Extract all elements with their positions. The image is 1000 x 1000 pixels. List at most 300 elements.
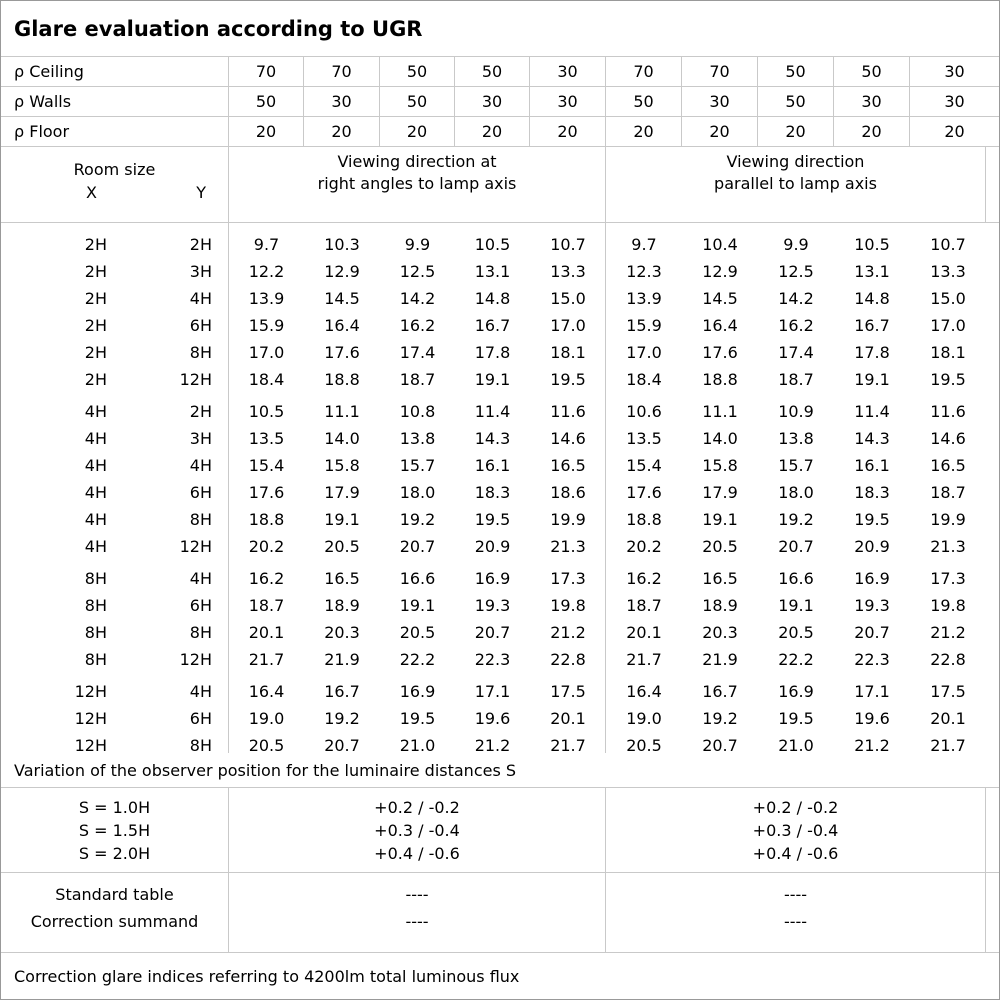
ugr-value: 19.3: [854, 596, 890, 615]
ugr-value: 15.4: [248, 456, 285, 475]
ugr-value: 17.9: [702, 483, 738, 502]
ugr-value: 22.3: [474, 650, 511, 669]
ugr-value: 13.3: [550, 262, 586, 281]
summary-values-right-angles: [229, 873, 606, 952]
row-spacer: [214, 231, 229, 258]
ugr-value: 19.5: [550, 370, 586, 389]
ugr-value: 22.2: [399, 650, 436, 669]
ugr-value: 14.6: [550, 429, 586, 448]
ugr-value: 20.9: [854, 537, 890, 556]
ugr-value: 14.8: [854, 289, 890, 308]
ugr-value: 17.6: [702, 343, 738, 362]
ugr-value: 14.2: [399, 289, 436, 308]
ugr-value: 13.1: [474, 262, 511, 281]
ugr-table-row: [1, 565, 999, 592]
ugr-value: 17.1: [854, 682, 890, 701]
ugr-value: 21.2: [474, 736, 511, 755]
room-size-y: 8H: [189, 343, 212, 362]
ugr-value: 13.5: [626, 429, 662, 448]
ugr-value: 12.5: [399, 262, 436, 281]
reflectance-value: 70: [682, 57, 758, 86]
room-size-y: 6H: [189, 709, 212, 728]
ugr-value: 20.1: [626, 623, 662, 642]
row-spacer: [986, 732, 999, 759]
ugr-value: 20.7: [854, 623, 890, 642]
column-divider: [605, 223, 606, 753]
ugr-table-row: [1, 479, 999, 506]
ugr-value: 21.0: [778, 736, 814, 755]
header-line: Viewing direction at: [337, 152, 497, 171]
reflectance-value: 50: [380, 87, 455, 116]
s-variation-value: +0.4 / -0.6: [374, 843, 460, 863]
row-spacer: [214, 398, 229, 425]
reflectance-value: 20: [758, 117, 834, 146]
room-size-x: 2H: [84, 262, 107, 281]
summary-value: ----: [783, 912, 808, 931]
summary-spacer: [986, 873, 999, 952]
header-line: Viewing direction: [726, 152, 865, 171]
viewing-direction-parallel-header: [606, 147, 986, 222]
room-size-x: 8H: [84, 623, 107, 642]
ugr-value: 10.8: [399, 402, 436, 421]
room-size-y: 3H: [189, 262, 212, 281]
ugr-value: 20.2: [626, 537, 662, 556]
ugr-table-row: [1, 366, 999, 393]
row-spacer: [214, 619, 229, 646]
room-size-y: 3H: [189, 429, 212, 448]
ugr-value: 16.6: [399, 569, 436, 588]
ugr-value: 18.7: [930, 483, 966, 502]
ugr-value: 22.2: [778, 650, 814, 669]
ugr-value: 21.9: [702, 650, 738, 669]
row-spacer: [986, 285, 999, 312]
observer-variation-table: [1, 788, 999, 873]
table-header-row: [1, 147, 999, 223]
ugr-table-row: [1, 533, 999, 560]
row-spacer: [214, 565, 229, 592]
reflectance-value: 70: [304, 57, 380, 86]
ugr-value: 12.9: [324, 262, 360, 281]
title-row: [1, 1, 999, 57]
ugr-value: 19.1: [474, 370, 511, 389]
ugr-value: 13.9: [626, 289, 662, 308]
ugr-value: 18.1: [930, 343, 966, 362]
ugr-value: 17.3: [930, 569, 966, 588]
reflectance-row-label: ρ Walls: [1, 87, 229, 116]
ugr-value: 16.7: [324, 682, 360, 701]
s-variation-value: +0.3 / -0.4: [374, 820, 460, 840]
ugr-value: 14.0: [702, 429, 738, 448]
reflectance-value: 50: [606, 87, 682, 116]
reflectance-value: 30: [834, 87, 910, 116]
ugr-value: 20.5: [778, 623, 814, 642]
reflectance-row: [1, 57, 999, 87]
room-size-x: 4H: [84, 402, 107, 421]
room-size-y: 12H: [179, 650, 212, 669]
s-variation-values-right-angles: [229, 788, 606, 872]
ugr-value: 21.9: [324, 650, 360, 669]
row-spacer: [214, 366, 229, 393]
ugr-value: 16.7: [474, 316, 511, 335]
reflectance-value: 20: [606, 117, 682, 146]
row-spacer: [214, 479, 229, 506]
ugr-value: 18.8: [248, 510, 285, 529]
ugr-value: 18.4: [626, 370, 662, 389]
ugr-value: 20.9: [474, 537, 511, 556]
ugr-row-block: [1, 231, 999, 393]
ugr-value: 16.2: [399, 316, 436, 335]
ugr-value: 18.4: [248, 370, 285, 389]
row-spacer: [214, 533, 229, 560]
ugr-value: 10.5: [854, 235, 890, 254]
ugr-value: 18.1: [550, 343, 586, 362]
room-size-label: Room size: [73, 160, 156, 179]
ugr-value: 18.6: [550, 483, 586, 502]
ugr-value: 10.5: [248, 402, 285, 421]
ugr-value: 11.6: [930, 402, 966, 421]
row-spacer: [986, 479, 999, 506]
correction-summand-label: Correction summand: [30, 912, 199, 931]
ugr-value: 17.0: [930, 316, 966, 335]
ugr-value: 20.1: [550, 709, 586, 728]
ugr-data-area: [1, 223, 999, 753]
ugr-value: 18.8: [626, 510, 662, 529]
ugr-value: 21.0: [399, 736, 436, 755]
room-size-x: 2H: [84, 370, 107, 389]
reflectance-section: [1, 57, 999, 147]
ugr-value: 17.4: [399, 343, 436, 362]
ugr-table-row: [1, 398, 999, 425]
footer-note-row: [1, 953, 999, 999]
ugr-table-row: [1, 231, 999, 258]
ugr-value: 12.9: [702, 262, 738, 281]
room-size-x: 2H: [84, 316, 107, 335]
ugr-value: 16.9: [474, 569, 511, 588]
ugr-value: 19.5: [399, 709, 436, 728]
room-size-y: 4H: [189, 456, 212, 475]
variation-note: Variation of the observer position for the luminaire distances S: [14, 760, 517, 780]
row-spacer: [986, 506, 999, 533]
ugr-table-row: [1, 678, 999, 705]
row-spacer: [986, 592, 999, 619]
footer-note: Correction glare indices referring to 4200lm total luminous flux: [14, 966, 520, 986]
room-size-y: 6H: [189, 483, 212, 502]
ugr-value: 20.5: [626, 736, 662, 755]
row-spacer: [986, 339, 999, 366]
ugr-value: 19.3: [474, 596, 511, 615]
ugr-value: 16.5: [550, 456, 586, 475]
ugr-value: 18.7: [778, 370, 814, 389]
reflectance-value: 20: [229, 117, 304, 146]
room-size-x: 12H: [74, 682, 107, 701]
ugr-value: 20.1: [248, 623, 285, 642]
y-column-header: Y: [196, 183, 206, 202]
reflectance-value: 20: [304, 117, 380, 146]
ugr-value: 10.4: [702, 235, 738, 254]
ugr-value: 19.1: [324, 510, 360, 529]
room-size-y: 4H: [189, 682, 212, 701]
ugr-value: 16.5: [324, 569, 360, 588]
ugr-value: 19.0: [626, 709, 662, 728]
ugr-value: 17.0: [550, 316, 586, 335]
ugr-value: 16.9: [854, 569, 890, 588]
row-spacer: [986, 452, 999, 479]
ugr-table-row: [1, 592, 999, 619]
ugr-value: 15.9: [248, 316, 285, 335]
ugr-value: 17.5: [550, 682, 586, 701]
room-size-x: 8H: [84, 596, 107, 615]
row-spacer: [214, 506, 229, 533]
row-spacer: [214, 312, 229, 339]
header-spacer: [986, 147, 999, 222]
ugr-value: 11.4: [474, 402, 511, 421]
room-size-x: 4H: [84, 510, 107, 529]
ugr-value: 21.7: [248, 650, 285, 669]
header-line: parallel to lamp axis: [714, 174, 877, 193]
ugr-value: 18.3: [854, 483, 890, 502]
ugr-table-row: [1, 705, 999, 732]
ugr-value: 9.7: [631, 235, 657, 254]
reflectance-value: 30: [455, 87, 530, 116]
ugr-value: 9.9: [404, 235, 431, 254]
ugr-table-row: [1, 312, 999, 339]
ugr-table-row: [1, 452, 999, 479]
reflectance-value: 50: [758, 87, 834, 116]
reflectance-value: 30: [530, 87, 606, 116]
room-size-x: 8H: [84, 569, 107, 588]
ugr-value: 21.7: [626, 650, 662, 669]
ugr-table-row: [1, 339, 999, 366]
row-spacer: [986, 565, 999, 592]
ugr-row-block: [1, 565, 999, 673]
page-title: Glare evaluation according to UGR: [14, 16, 423, 41]
row-spacer: [986, 533, 999, 560]
ugr-value: 15.7: [399, 456, 436, 475]
column-divider: [228, 223, 229, 753]
ugr-table-row: [1, 258, 999, 285]
ugr-value: 18.7: [399, 370, 436, 389]
reflectance-row: [1, 87, 999, 117]
ugr-value: 20.3: [324, 623, 360, 642]
ugr-value: 11.4: [854, 402, 890, 421]
ugr-value: 9.7: [253, 235, 280, 254]
row-spacer: [214, 425, 229, 452]
row-spacer: [214, 646, 229, 673]
reflectance-value: 50: [834, 57, 910, 86]
summary-value: ----: [405, 885, 429, 904]
row-spacer: [214, 285, 229, 312]
reflectance-value: 50: [229, 87, 304, 116]
ugr-value: 12.5: [778, 262, 814, 281]
row-spacer: [986, 425, 999, 452]
ugr-value: 13.5: [248, 429, 285, 448]
reflectance-row: [1, 117, 999, 147]
ugr-value: 21.3: [930, 537, 966, 556]
summary-values-parallel: [606, 873, 986, 952]
ugr-value: 16.6: [778, 569, 814, 588]
ugr-value: 17.0: [248, 343, 285, 362]
ugr-value: 16.7: [854, 316, 890, 335]
ugr-value: 16.4: [702, 316, 738, 335]
ugr-value: 9.9: [783, 235, 809, 254]
reflectance-value: 70: [229, 57, 304, 86]
ugr-value: 12.3: [626, 262, 662, 281]
standard-table-label: Standard table: [55, 885, 174, 904]
ugr-value: 11.6: [550, 402, 586, 421]
reflectance-value: 30: [682, 87, 758, 116]
ugr-value: 17.8: [854, 343, 890, 362]
ugr-value: 19.5: [854, 510, 890, 529]
ugr-value: 19.2: [702, 709, 738, 728]
ugr-value: 19.6: [854, 709, 890, 728]
summary-value: ----: [405, 912, 429, 931]
s-variation-value: +0.2 / -0.2: [374, 797, 460, 817]
ugr-value: 17.0: [626, 343, 662, 362]
ugr-value: 18.9: [324, 596, 360, 615]
ugr-value: 21.2: [854, 736, 890, 755]
ugr-value: 14.8: [474, 289, 511, 308]
ugr-value: 10.3: [324, 235, 360, 254]
row-spacer: [214, 258, 229, 285]
reflectance-value: 30: [944, 62, 965, 81]
ugr-value: 20.5: [399, 623, 436, 642]
ugr-value: 16.1: [474, 456, 511, 475]
room-size-x: 4H: [84, 429, 107, 448]
xy-header-row: [1, 181, 228, 204]
reflectance-value: 20: [682, 117, 758, 146]
ugr-value: 19.2: [324, 709, 360, 728]
ugr-value: 16.7: [702, 682, 738, 701]
x-column-header: X: [86, 183, 97, 202]
ugr-value: 17.1: [474, 682, 511, 701]
ugr-value: 21.7: [930, 736, 966, 755]
ugr-value: 21.2: [930, 623, 966, 642]
ugr-value: 19.8: [930, 596, 966, 615]
reflectance-value: 20: [944, 122, 965, 141]
room-size-y: 8H: [189, 736, 212, 755]
ugr-value: 20.7: [399, 537, 436, 556]
ugr-value: 16.9: [399, 682, 436, 701]
ugr-value: 15.7: [778, 456, 814, 475]
ugr-table-row: [1, 285, 999, 312]
room-size-y: 6H: [189, 316, 212, 335]
ugr-value: 18.8: [324, 370, 360, 389]
ugr-table-row: [1, 732, 999, 759]
ugr-value: 10.7: [550, 235, 586, 254]
ugr-value: 15.4: [626, 456, 662, 475]
s-variation-value: +0.2 / -0.2: [752, 797, 839, 817]
ugr-value: 17.3: [550, 569, 586, 588]
room-size-y: 8H: [189, 510, 212, 529]
ugr-value: 19.1: [399, 596, 436, 615]
ugr-value: 19.0: [248, 709, 285, 728]
viewing-direction-right-angles-header: [229, 147, 606, 222]
header-line: right angles to lamp axis: [317, 174, 517, 193]
ugr-value: 15.8: [324, 456, 360, 475]
row-spacer: [214, 339, 229, 366]
ugr-value: 19.5: [778, 709, 814, 728]
room-size-header-cell: [1, 147, 229, 222]
room-size-x: 12H: [74, 736, 107, 755]
ugr-value: 20.2: [248, 537, 285, 556]
reflectance-value: 50: [455, 57, 530, 86]
ugr-value: 20.3: [702, 623, 738, 642]
ugr-value: 22.8: [550, 650, 586, 669]
s-variation-values-parallel: [606, 788, 986, 872]
ugr-value: 14.0: [324, 429, 360, 448]
s-distance-labels: [1, 788, 229, 872]
ugr-value: 16.4: [626, 682, 662, 701]
ugr-value: 16.5: [930, 456, 966, 475]
ugr-value: 15.9: [626, 316, 662, 335]
ugr-value: 19.5: [930, 370, 966, 389]
ugr-value: 21.7: [550, 736, 586, 755]
ugr-value: 19.9: [930, 510, 966, 529]
room-size-x: 12H: [74, 709, 107, 728]
ugr-table-row: [1, 619, 999, 646]
ugr-value: 10.7: [930, 235, 966, 254]
ugr-value: 19.1: [854, 370, 890, 389]
ugr-value: 17.6: [248, 483, 285, 502]
ugr-value: 13.9: [248, 289, 285, 308]
ugr-value: 17.4: [778, 343, 814, 362]
row-spacer: [986, 705, 999, 732]
reflectance-value: 20: [455, 117, 530, 146]
ugr-value: 16.2: [248, 569, 285, 588]
ugr-value: 10.6: [626, 402, 662, 421]
summary-value: ----: [783, 885, 808, 904]
ugr-value: 19.8: [550, 596, 586, 615]
ugr-table-row: [1, 646, 999, 673]
summary-labels: [1, 873, 229, 952]
reflectance-value: 50: [380, 57, 455, 86]
ugr-value: 17.5: [930, 682, 966, 701]
ugr-value: 18.7: [626, 596, 662, 615]
ugr-value: 15.8: [702, 456, 738, 475]
ugr-value: 15.0: [550, 289, 586, 308]
ugr-value: 20.1: [930, 709, 966, 728]
ugr-value: 13.3: [930, 262, 966, 281]
ugr-value: 18.8: [702, 370, 738, 389]
ugr-value: 17.9: [324, 483, 360, 502]
reflectance-value: 20: [380, 117, 455, 146]
ugr-value: 19.1: [778, 596, 814, 615]
row-spacer: [214, 452, 229, 479]
ugr-value: 18.9: [702, 596, 738, 615]
row-spacer: [986, 398, 999, 425]
ugr-value: 20.5: [248, 736, 285, 755]
room-size-y: 4H: [189, 289, 212, 308]
ugr-value: 13.1: [854, 262, 890, 281]
ugr-value: 20.7: [702, 736, 738, 755]
s-variation-value: +0.4 / -0.6: [752, 843, 839, 863]
row-spacer: [986, 231, 999, 258]
ugr-value: 13.8: [778, 429, 814, 448]
room-size-y: 2H: [189, 235, 212, 254]
s-distance-label: S = 1.0H: [78, 797, 151, 817]
row-spacer: [986, 678, 999, 705]
ugr-value: 19.2: [778, 510, 814, 529]
room-size-y: 6H: [189, 596, 212, 615]
ugr-value: 19.2: [399, 510, 436, 529]
ugr-value: 11.1: [324, 402, 360, 421]
ugr-value: 16.2: [626, 569, 662, 588]
room-size-x: 2H: [84, 343, 107, 362]
ugr-value: 16.4: [324, 316, 360, 335]
row-spacer: [214, 732, 229, 759]
ugr-value: 17.8: [474, 343, 511, 362]
room-size-x: 2H: [84, 289, 107, 308]
